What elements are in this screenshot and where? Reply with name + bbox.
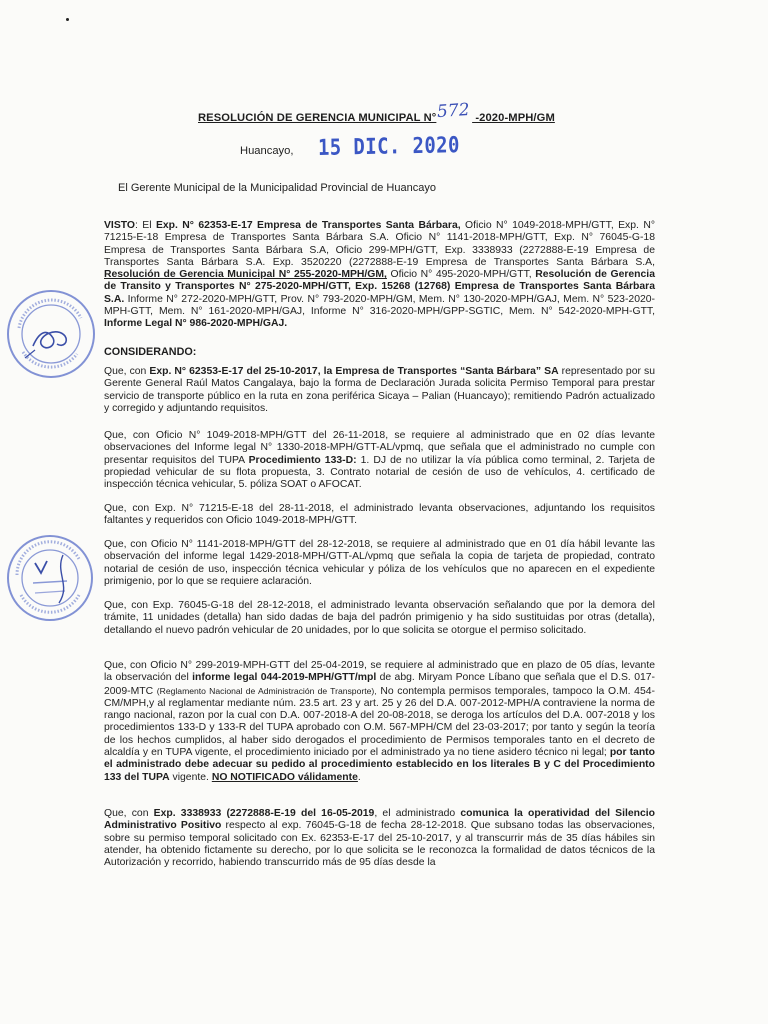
- paragraph-6: Que, con Oficio N° 299-2019-MPH-GTT del 25-04-2019, se requiere al administrado que en plazo de 05 días, levante la observación del informe legal 044-2019-MPH/GTT/mpl de abg. Miryam Ponce Líbano que señala que el D.S. 017-2009-MTC (Reglamento Nacional de Administración de Transporte), No contempla permisos temporales, tampoco la O.M. 454-CM/MPH,y al reglamentar mediante núm. 23.5 art. 23 y art. 25 y 26 del D.A. 007-2012-MPH/A contraviene la norma de rango nacional, razon por la cual con D.A. 007-2018-A del 20-08-2018, se deroga los artículos del D.A. 007-2018 y los procedimientos 133-D y 133-R del TUPA aprobado con O.M. 567-MPH/CM del 23-03-2017; por tanto y según la teoría de los hechos cumplidos, al haber sido derogados el procedimiento de Permisos temporales tanto en el decreto de alcaldía y en TUPA vigente, el procedimiento iniciado por el administrado ya no tiene asidero técnico ni legal; por tanto el administrado debe adecuar su pedido al procedimiento establecido en los literales B y C del Procedimiento 133 del TUPA vigente. NO NOTIFICADO válidamente.: [104, 660, 655, 783]
- considerando-heading: CONSIDERANDO:: [104, 346, 197, 358]
- paragraph-2: Que, con Oficio N° 1049-2018-MPH/GTT del 26-11-2018, se requiere al administrado que en 02 días levante observaciones del Informe legal N° 1330-2018-MPH/GTT-AL/vpmq, que señala que el administrado no cumple con presentar requisitos del TUPA Procedimiento 133-D: 1. DJ de no utilizar la vía pública como terminal, 2. Tarjeta de propiedad vehicular de su flota propuesta, 3. Contrato notarial de cesión de uso de vehículos, 4. certificado de inspección técnica vehicular, 5. póliza SOAT o AFOCAT.: [104, 430, 655, 491]
- seal-graphic: [5, 288, 97, 380]
- handwritten-resolution-number: 572: [436, 99, 471, 123]
- paragraph-5: Que, con Exp. 76045-G-18 del 28-12-2018, el administrado levanta observación señalando que por la demora del trámite, 11 unidades (detalla) han sido dadas de baja del padrón primigenio y ha sido sustituidas por otras (detalla), detallando el nuevo padrón vehicular de 20 unidades, por lo que solicita se otorgue el permiso solicitado.: [104, 600, 655, 636]
- issuer-line: El Gerente Municipal de la Municipalidad Provincial de Huancayo: [118, 182, 436, 194]
- legal-advisor-seal-stamp: [5, 533, 95, 623]
- paragraph-3: Que, con Exp. N° 71215-E-18 del 28-11-2018, el administrado levanta observaciones, adjuntando los requisitos faltantes y requeridos con Oficio 1049-2018-MPH/GTT.: [104, 503, 655, 527]
- visto-label: VISTO: [104, 220, 135, 231]
- visto-paragraph: VISTO: El Exp. N° 62353-E-17 Empresa de Transportes Santa Bárbara, Oficio N° 1049-2018-MPH/GTT, Exp. N° 71215-E-18 Empresa de Transportes Santa Bárbara S.A. Oficio N° 1141-2018-MPH/GTT, Exp. N° 76045-G-18 Empresa de Transportes Santa Bárbara S.A, Oficio 299-MPH/GTT, Exp. 3338933 (2272888-E-19 Empresa de Transportes Santa Bárbara S.A. Exp. 3520220 (2272888-E-19 Empresa de Transportes Santa Bárbara S.A, Resolución de Gerencia Municipal N° 255-2020-MPH/GM, Oficio N° 495-2020-MPH/GTT, Resolución de Gerencia de Transito y Transportes N° 275-2020-MPH/GTT, Exp. 15268 (12768) Empresa de Transportes Santa Bárbara S.A. Informe N° 272-2020-MPH/GTT, Prov. N° 793-2020-MPH/GM, Mem. N° 130-2020-MPH/GAJ, Mem. N° 523-2020-MPH-GTT, Mem. N° 161-2020-MPH/GAJ, Informe N° 316-2020-MPH/GPP-SGTIC, Mem. N° 542-2020-MPH-GTT, Informe Legal N° 986-2020-MPH/GAJ.: [104, 220, 655, 330]
- paragraph-1: Que, con Exp. N° 62353-E-17 del 25-10-2017, la Empresa de Transportes “Santa Bárbara” SA representado por su Gerente General Raúl Matos Cangalaya, bajo la forma de Declaración Jurada solicita Permiso Temporal para prestar servicio de transporte público en la ruta en zona periférica Sicaya – Palian (Huancayo); remitiendo Padrón actualizado y corregido y adjuntando requisitos.: [104, 366, 655, 414]
- paragraph-4: Que, con Oficio N° 1141-2018-MPH/GTT del 28-12-2018, se requiere al administrado que en 01 día hábil levante las observación del informe legal 1429-2018-MPH/GTT-AL/vpmq que señala la copia de tarjeta de propiedad, contrato notarial de cesión de uso, inspección técnica vehicular y póliza de los vehículos que no aparecen en el expediente primigenio, por lo que se requiere aclaración.: [104, 539, 655, 587]
- advisor-seal-graphic: [5, 533, 95, 623]
- title-prefix: RESOLUCIÓN DE GERENCIA MUNICIPAL N°: [198, 112, 437, 124]
- city-label: Huancayo,: [240, 145, 294, 157]
- municipality-seal-stamp: [5, 288, 97, 380]
- scan-speck: [66, 18, 69, 21]
- date-stamp: 15 DIC. 2020: [317, 133, 461, 161]
- resolution-title: [198, 99, 555, 126]
- paragraph-7: Que, con Exp. 3338933 (2272888-E-19 del 16-05-2019, el administrado comunica la operatividad del Silencio Administrativo Positivo respecto al exp. 76045-G-18 de fecha 28-12-2018. Que subsano todas las observaciones, sobre su permiso temporal solicitado con Ex. 62353-E-17 del 25-10-2017, y al transcurrir más de 35 días hábiles sin atender, ha obtenido fictamente su derecho, por lo que solicita se le reconozca la formalidad de datos técnicos de la Autorización y recorrido, habiendo transcurrido más de 95 días desde la: [104, 808, 655, 869]
- title-suffix: -2020-MPH/GM: [472, 112, 555, 124]
